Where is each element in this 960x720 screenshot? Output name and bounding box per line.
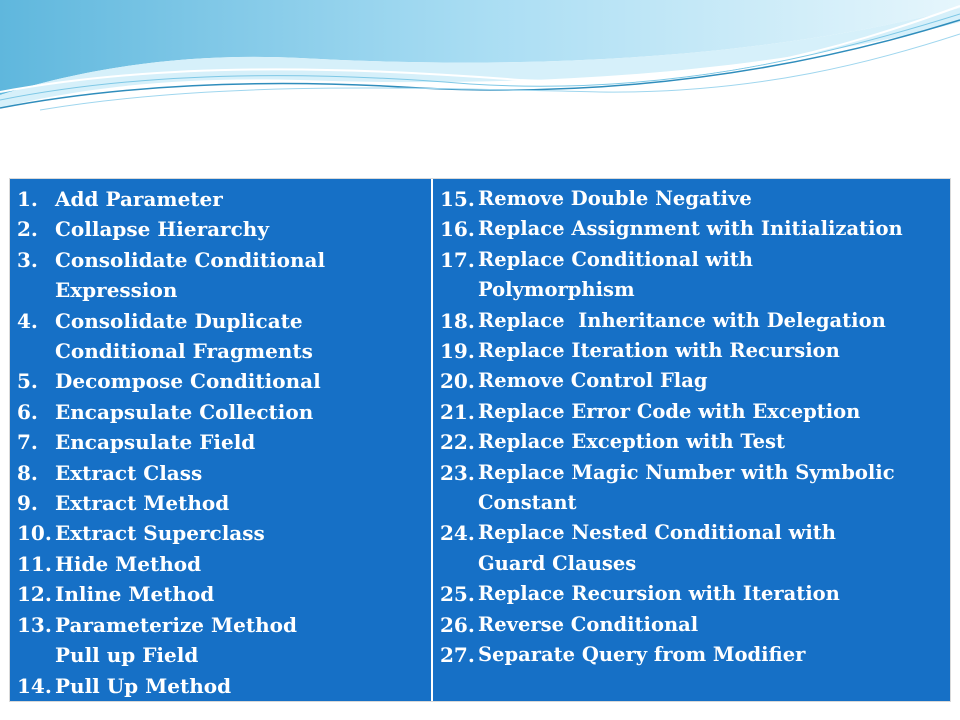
list-item (17, 518, 431, 548)
item-text: Replace Exception with Test (478, 430, 785, 454)
item-text: Collapse Hierarchy (55, 217, 269, 242)
item-number: 25. (440, 582, 475, 607)
item-number: 3. (17, 247, 38, 272)
item-number: 16. (440, 217, 475, 242)
item-number: 4. (17, 308, 38, 333)
item-text: Replace Error Code with Exception (478, 399, 861, 423)
item-number: 26. (440, 612, 475, 637)
item-number: 22. (440, 430, 475, 455)
item-number: 1. (17, 187, 38, 211)
item-number: 11. (17, 551, 52, 576)
list-item (440, 184, 950, 214)
item-text: Replace Recursion with Iteration (478, 582, 840, 606)
item-number: 8. (17, 460, 38, 485)
item-text: Extract Method (55, 491, 230, 516)
item-text: Consolidate Conditional Expression (55, 247, 326, 303)
item-text: Replace Magic Number with Symbolic Constant (478, 460, 895, 515)
right-refactoring-list (440, 184, 950, 671)
list-item (440, 518, 950, 579)
item-text: Decompose Conditional (55, 369, 321, 394)
item-number: 23. (440, 460, 475, 485)
decorative-wave-header (0, 0, 960, 150)
list-item (440, 427, 950, 457)
item-number: 21. (440, 399, 475, 424)
item-text: Remove Control Flag (478, 369, 708, 393)
list-item (17, 458, 431, 488)
item-number: 17. (440, 247, 475, 272)
item-text: Separate Query from Modifier (478, 643, 806, 667)
item-text: Reverse Conditional (478, 612, 699, 636)
item-number: 7. (17, 430, 38, 455)
list-item (440, 245, 950, 306)
item-text: Hide Method (55, 551, 202, 576)
item-text: Consolidate Duplicate Conditional Fragments (55, 308, 313, 364)
refactorings-table (9, 178, 951, 702)
item-text: Encapsulate Field (55, 430, 256, 455)
item-text: Pull Up Method (55, 673, 232, 698)
left-column (10, 179, 433, 701)
item-text: Replace Inheritance with Delegation (478, 308, 886, 332)
item-number: 14. (17, 673, 52, 698)
item-number: 19. (440, 339, 475, 364)
list-item (17, 579, 431, 609)
item-number: 10. (17, 521, 52, 546)
item-number: 6. (17, 399, 38, 424)
item-number: 13. (17, 612, 52, 637)
list-item (440, 579, 950, 609)
item-text: Replace Iteration with Recursion (478, 339, 840, 363)
list-item (440, 610, 950, 640)
list-item (440, 397, 950, 427)
item-number: 2. (17, 217, 38, 242)
item-text: Replace Conditional with Polymorphism (478, 247, 753, 302)
item-number: 5. (17, 369, 38, 394)
item-text: Parameterize Method Pull up Field (55, 612, 297, 668)
list-item (440, 366, 950, 396)
item-number: 24. (440, 521, 475, 546)
list-item (440, 306, 950, 336)
item-text: Encapsulate Collection (55, 399, 314, 424)
list-item (17, 184, 431, 214)
item-text: Remove Double Negative (478, 187, 752, 210)
list-item (17, 214, 431, 244)
list-item (17, 488, 431, 518)
list-item (17, 245, 431, 306)
item-number: 9. (17, 491, 38, 516)
list-item (440, 640, 950, 670)
right-column (433, 179, 950, 701)
item-text: Inline Method (55, 582, 215, 607)
list-item (17, 427, 431, 457)
item-text: Replace Assignment with Initialization (478, 217, 903, 241)
item-number: 18. (440, 308, 475, 333)
list-item (17, 366, 431, 396)
list-item (17, 549, 431, 579)
list-item (440, 458, 950, 519)
item-text: Extract Class (55, 460, 203, 485)
item-number: 12. (17, 582, 52, 607)
item-text: Add Parameter (55, 187, 223, 211)
item-number: 15. (440, 187, 475, 211)
list-item (17, 610, 431, 671)
item-text: Replace Nested Conditional with Guard Clauses (478, 521, 836, 575)
list-item (17, 306, 431, 367)
list-item (440, 336, 950, 366)
item-number: 20. (440, 369, 475, 394)
list-item (17, 397, 431, 427)
list-item (17, 671, 431, 701)
item-number: 27. (440, 643, 475, 668)
left-refactoring-list (17, 184, 431, 701)
list-item (440, 214, 950, 244)
item-text: Extract Superclass (55, 521, 265, 546)
